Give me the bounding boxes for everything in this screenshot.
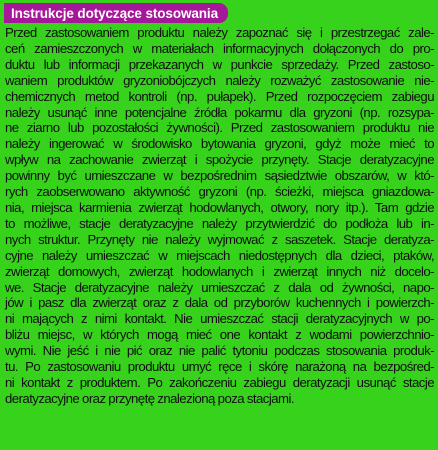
section-title: Instrukcje dotyczące stosowania [11,5,218,21]
text-line: chemicznych metod kontroli (np. pułapek). Przed rozpoczęciem zabiegu [5,88,434,104]
instructions-body [5,25,434,407]
text-line: deratyzacyjne oraz przynętę znalezioną poza stacjami. [5,390,294,406]
text-line: nia, miejsca karmienia zwierząt hodowlanych, otwory, nory itp.). Tam gdzie [5,199,434,215]
section-title-bar [4,3,228,23]
text-line: zwierząt domowych, zwierząt hodowlanych i zwierząt innych niż docelo- [5,263,434,279]
text-line: duktu lub informacji przekazanych w punkcie sprzedaży. Przed zastoso- [5,56,434,72]
text-line: powinny być umieszczane w bezpośrednim sąsiedztwie obszarów, w któ- [5,168,434,184]
text-line: należy ingerować w środowisko bytowania gryzoni, gdyż może mieć to [5,136,434,152]
text-line: wpływ na zachowanie zwierząt i spożycie przynęty. Stacje deratyzacyjne [5,152,434,168]
text-line: ni kontakt z produktem. Po zakończeniu zabiegu deratyzacji usunąć stacje [5,374,434,390]
text-line: cyjne należy umieszczać w miejscach niedostępnych dla dzieci, ptaków, [5,247,434,263]
text-line: ne ziarno lub pozostałości żywności). Przed zastosowaniem produktu nie [5,120,434,136]
text-line: należy usunąć inne potencjalne źródła pokarmu dla gryzoni (np. rozsypa- [5,104,434,120]
text-line: rych zaobserwowano aktywność gryzoni (np. ścieżki, miejsca gniazdowa- [5,184,434,200]
text-line: tu. Po zastosowaniu produktu umyć ręce i skórę narażoną na bezpośred- [5,359,434,375]
text-line: to możliwe, stacje deratyzacyjne należy przytwierdzić do podłoża lub in- [5,215,434,231]
text-line: wymi. Nie jeść i nie pić oraz nie palić tytoniu podczas stosowania produk- [5,343,434,359]
text-line: jów i pasz dla zwierząt oraz z dala od przyborów kuchennych i powierzch- [5,295,434,311]
text-line: waniem produktów gryzoniobójczych należy rozważyć zastosowanie nie- [5,72,434,88]
text-line: Przed zastosowaniem produktu należy zapoznać się i przestrzegać zale- [5,25,434,40]
text-line: ceń zamieszczonych w materiałach informacyjnych dołączonych do pro- [5,40,434,56]
text-line: bliżu miejsc, w których mogą mieć one kontakt z wodami powierzchnio- [5,327,434,343]
text-line: ni mających z nimi kontakt. Nie umieszczać stacji deratyzacyjnych w po- [5,311,434,327]
text-line: nych struktur. Przynęty nie należy wyjmować z saszetek. Stacje deratyza- [5,231,434,247]
text-line: we. Stacje deratyzacyjne należy umieszczać z dala od żywności, napo- [5,279,434,295]
